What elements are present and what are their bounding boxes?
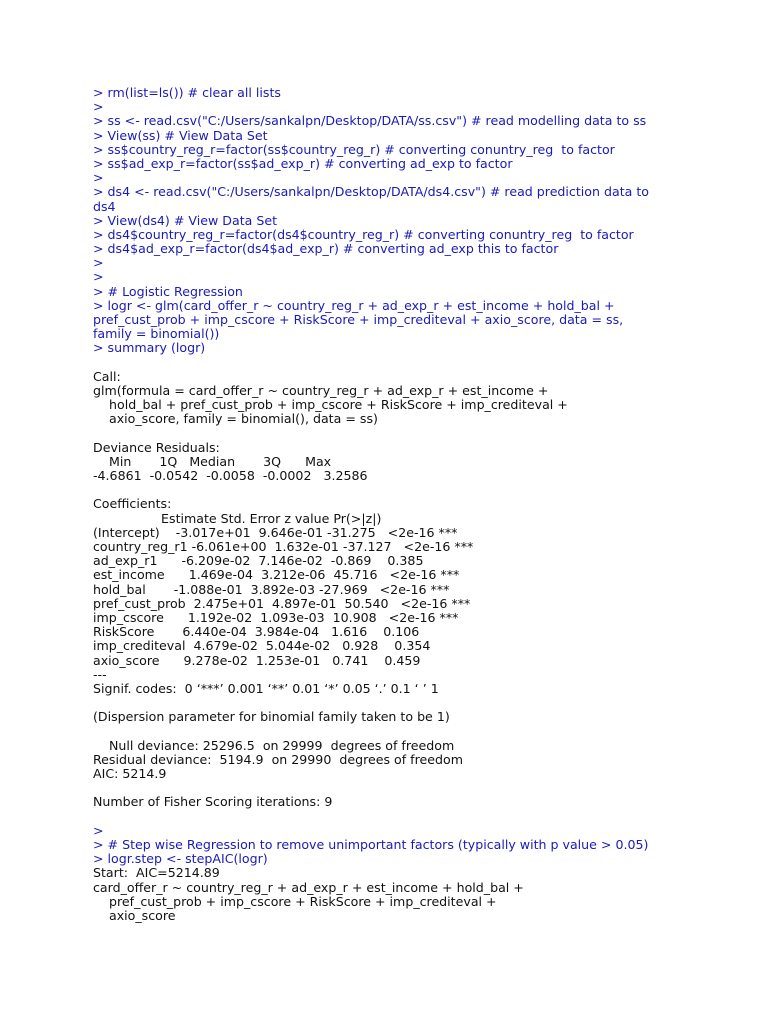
blank-line (93, 483, 733, 497)
console-output-line: Min 1Q Median 3Q Max (93, 453, 332, 469)
console-command-line: > (93, 99, 104, 115)
console-output-line: Residual deviance: 5194.9 on 29990 degrees of freedom (93, 751, 463, 767)
console-command-line: > ds4$ad_exp_r=factor(ds4$ad_exp_r) # converting ad_exp this to factor (93, 241, 559, 257)
console-output-line: ad_exp_r1 -6.209e-02 7.146e-02 -0.869 0.385 (93, 553, 424, 569)
console-command-line: > (93, 269, 104, 285)
console-command-line: > ss$ad_exp_r=factor(ss$ad_exp_r) # converting ad_exp to factor (93, 155, 513, 171)
console-output-line: Signif. codes: 0 ‘***’ 0.001 ‘**’ 0.01 ‘*’ 0.05 ‘.’ 0.1 ‘ ’ 1 (93, 680, 439, 696)
console-output-line: Call: (93, 368, 121, 384)
console-output-line: -4.6861 -0.0542 -0.0058 -0.0002 3.2586 (93, 468, 368, 484)
console-command-line: > (93, 822, 104, 838)
blank-line (93, 781, 733, 795)
console-command-line: > ds4 <- read.csv("C:/Users/sankalpn/Desktop/DATA/ds4.csv") # read prediction data to (93, 184, 649, 200)
console-command-line: > View(ss) # View Data Set (93, 127, 268, 143)
console-output-line: card_offer_r ~ country_reg_r + ad_exp_r + est_income + hold_bal + (93, 879, 524, 895)
console-output-line: Start: AIC=5214.89 (93, 865, 220, 881)
console-command-line: > rm(list=ls()) # clear all lists (93, 85, 281, 100)
console-output-line: axio_score (93, 907, 176, 923)
console-command-line: > (93, 255, 104, 271)
console-output-line: Null deviance: 25296.5 on 29999 degrees of freedom (93, 737, 455, 753)
console-output-line: hold_bal + pref_cust_prob + imp_cscore + RiskScore + imp_crediteval + (93, 397, 568, 413)
console-command-line: > (93, 170, 104, 186)
console-command-line: > summary (logr) (93, 340, 206, 356)
console-output-line: glm(formula = card_offer_r ~ country_reg_r + ad_exp_r + est_income + (93, 382, 549, 398)
console-output-line: --- (93, 666, 107, 682)
console-command-line: > ds4$country_reg_r=factor(ds4$country_reg_r) # converting conuntry_reg to factor (93, 226, 634, 242)
console-output-line: Coefficients: (93, 496, 172, 512)
console-output-line: axio_score, family = binomial(), data = ss) (93, 411, 378, 427)
console-command-line: family = binomial()) (93, 326, 220, 342)
console-output-line: (Intercept) -3.017e+01 9.646e-01 -31.275 <2e-16 *** (93, 524, 458, 540)
console-command-line: > # Logistic Regression (93, 283, 243, 299)
console-command-line: > logr <- glm(card_offer_r ~ country_reg_r + ad_exp_r + est_income + hold_bal + (93, 297, 615, 313)
console-output-line: Deviance Residuals: (93, 439, 220, 455)
console-output-line: Estimate Std. Error z value Pr(>|z|) (93, 510, 382, 526)
console-output-line: AIC: 5214.9 (93, 766, 167, 781)
console-command-line: > ss <- read.csv("C:/Users/sankalpn/Desktop/DATA/ss.csv") # read modelling data to ss (93, 113, 647, 129)
console-output-line: axio_score 9.278e-02 1.253e-01 0.741 0.459 (93, 652, 421, 668)
console-output-line: country_reg_r1 -6.061e+00 1.632e-01 -37.127 <2e-16 *** (93, 539, 474, 554)
blank-line (93, 810, 733, 824)
console-output-line: pref_cust_prob 2.475e+01 4.897e-01 50.540 <2e-16 *** (93, 595, 471, 611)
console-output-line: imp_crediteval 4.679e-02 5.044e-02 0.928 0.354 (93, 638, 431, 654)
blank-line (93, 427, 733, 441)
blank-line (93, 356, 733, 370)
r-console-transcript (93, 86, 733, 923)
console-command-line: > # Step wise Regression to remove unimportant factors (typically with p value > 0.05) (93, 836, 649, 852)
console-output-line: RiskScore 6.440e-04 3.984e-04 1.616 0.106 (93, 624, 420, 640)
blank-line (93, 724, 733, 738)
blank-line (93, 696, 733, 710)
console-output-line: Number of Fisher Scoring iterations: 9 (93, 794, 333, 810)
console-command-line: pref_cust_prob + imp_cscore + RiskScore + imp_crediteval + axio_score, data = ss, (93, 312, 624, 327)
console-output-line: est_income 1.469e-04 3.212e-06 45.716 <2e-16 *** (93, 567, 460, 583)
console-output-line: hold_bal -1.088e-01 3.892e-03 -27.969 <2e-16 *** (93, 581, 450, 597)
console-command-line: ds4 (93, 198, 116, 214)
console-output-line: (Dispersion parameter for binomial family taken to be 1) (93, 709, 450, 725)
console-command-line: > View(ds4) # View Data Set (93, 212, 278, 228)
console-command-line: > ss$country_reg_r=factor(ss$country_reg_r) # converting conuntry_reg to factor (93, 141, 615, 157)
console-command-line: > logr.step <- stepAIC(logr) (93, 851, 268, 867)
console-output-line: imp_cscore 1.192e-02 1.093e-03 10.908 <2e-16 *** (93, 609, 459, 625)
console-output-line: pref_cust_prob + imp_cscore + RiskScore + imp_crediteval + (93, 893, 497, 909)
